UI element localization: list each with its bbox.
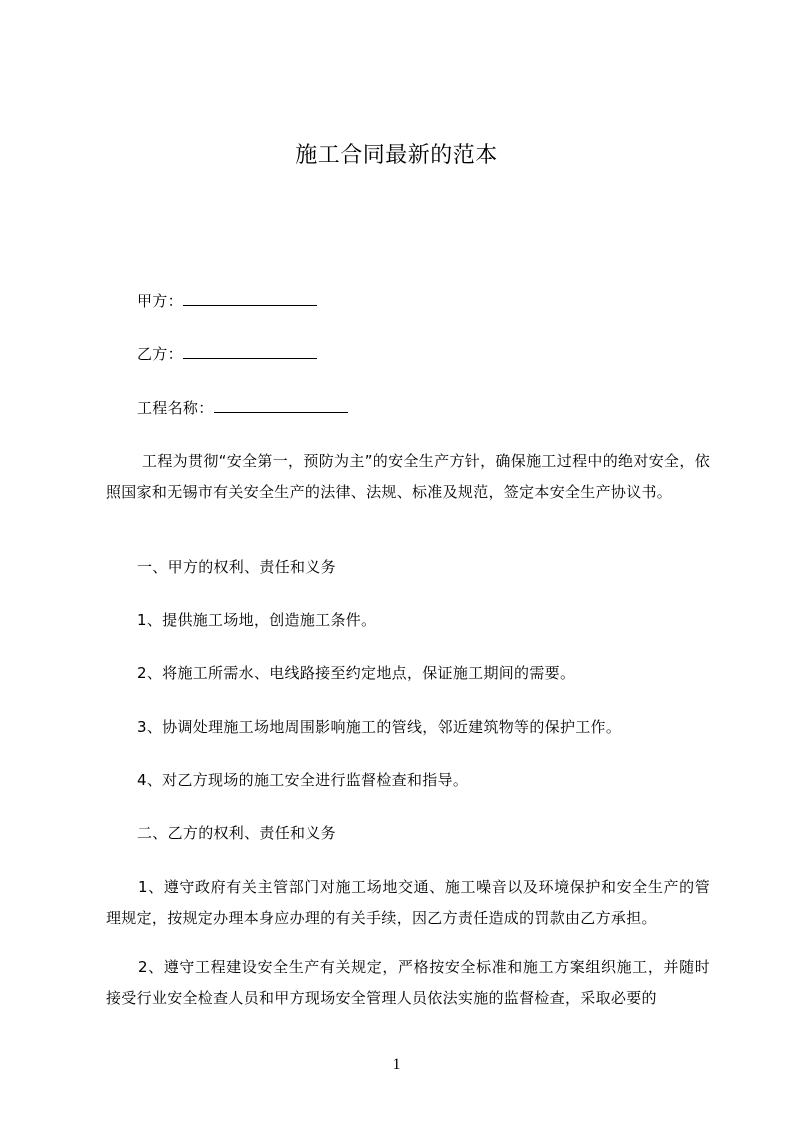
party-a-label: 甲方： — [137, 292, 183, 310]
party-a-blank — [183, 291, 317, 306]
page-number: 1 — [392, 1056, 401, 1073]
project-name-field — [137, 397, 348, 419]
section1-item: 4、对乙方现场的施工安全进行监督检查和指导。 — [137, 771, 469, 789]
section2-item: 1、遵守政府有关主管部门对施工场地交通、施工噪音以及环境保护和安全生产的管理规定，按规定办理本身应办理的有关手续，因乙方责任造成的罚款由乙方承担。 — [106, 878, 710, 927]
section1-item: 1、提供施工场地，创造施工条件。 — [137, 611, 377, 629]
project-name-label: 工程名称： — [137, 399, 214, 417]
intro-paragraph: 工程为贯彻“安全第一，预防为主”的安全生产方针，确保施工过程中的绝对安全，依照国家和无锡市有关安全生产的法律、法规、标准及规范，签定本安全生产协议书。 — [106, 452, 710, 501]
party-b-blank — [183, 344, 317, 359]
project-name-blank — [214, 398, 348, 413]
party-b-label: 乙方： — [137, 345, 183, 363]
section1-item: 2、将施工所需水、电线路接至约定地点，保证施工期间的需要。 — [137, 664, 576, 682]
section2-item: 2、遵守工程建设安全生产有关规定，严格按安全标准和施工方案组织施工，并随时接受行业安全检查人员和甲方现场安全管理人员依法实施的监督检查，采取必要的 — [106, 958, 710, 1007]
party-a-field — [137, 290, 317, 312]
document-title: 施工合同最新的范本 — [295, 143, 498, 168]
section1-item: 3、协调处理施工场地周围影响施工的管线，邻近建筑物等的保护工作。 — [137, 718, 622, 736]
party-b-field — [137, 343, 317, 365]
section1-heading: 一、甲方的权利、责任和义务 — [137, 558, 336, 576]
section2-heading: 二、乙方的权利、责任和义务 — [137, 824, 336, 842]
